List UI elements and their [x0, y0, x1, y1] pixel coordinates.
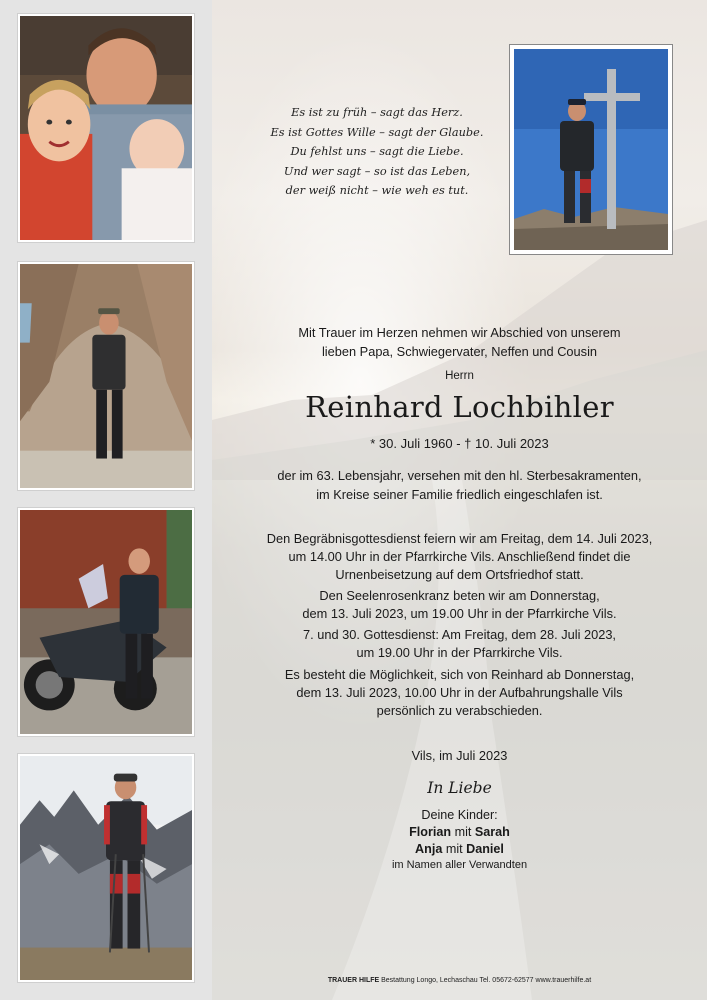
family-photo: [18, 14, 194, 242]
viewing-line: dem 13. Juli 2023, 10.00 Uhr in der Aufbahrungshalle Vils: [296, 685, 623, 701]
rosary-line: Den Seelenrosenkranz beten wir am Donnerstag,: [319, 588, 600, 603]
children-list: [212, 807, 707, 858]
children-label: Deine Kinder:: [421, 808, 498, 822]
viewing-line: Es besteht die Möglichkeit, sich von Reinhard ab Donnerstag,: [284, 667, 635, 682]
poem-line: Du fehlst uns – sagt die Liebe.: [290, 145, 464, 159]
intro-text: [212, 324, 707, 361]
funeral-line: um 14.00 Uhr in der Pfarrkirche Vils. Anschließend findet die: [288, 549, 631, 565]
memorial-mass-info: [212, 626, 707, 662]
mass-line: 7. und 30. Gottesdienst: Am Freitag, dem 28. Juli 2023,: [303, 627, 616, 642]
funeral-line: Urnenbeisetzung auf dem Ortsfriedhof statt.: [335, 567, 584, 583]
passing-line: im Kreise seiner Familie friedlich eingeschlafen ist.: [316, 486, 603, 502]
rock-photo: [18, 262, 194, 490]
rosary-line: dem 13. Juli 2023, um 19.00 Uhr in der Pfarrkirche Vils.: [302, 606, 617, 622]
children-line-2: [212, 841, 707, 858]
poem: [242, 103, 512, 201]
passing-text: [212, 467, 707, 504]
photo-sidebar: [0, 0, 212, 1000]
salutation: Herrn: [445, 370, 474, 382]
in-love-heading: In Liebe: [427, 779, 492, 797]
passing-line: der im 63. Lebensjahr, versehen mit den hl. Sterbesakramenten,: [277, 468, 642, 483]
footer-brand: TRAUER HILFE: [327, 977, 380, 984]
intro-line: Mit Trauer im Herzen nehmen wir Abschied von unserem: [298, 325, 621, 340]
hiking-photo: [18, 754, 194, 982]
rosary-info: [212, 587, 707, 623]
child-name: Anja: [415, 842, 443, 856]
children-line-1: [212, 824, 707, 841]
mass-line: um 19.00 Uhr in der Pfarrkirche Vils.: [356, 645, 563, 661]
place-date: Vils, im Juli 2023: [411, 748, 508, 763]
poem-line: Es ist zu früh – sagt das Herz.: [291, 106, 463, 119]
footer: [212, 977, 707, 984]
motorbike-photo: [18, 508, 194, 736]
poem-line: Es ist Gottes Wille – sagt der Glaube.: [270, 125, 484, 139]
deceased-name: Reinhard Lochbihler: [305, 390, 614, 424]
poem-line: Und wer sagt – so ist das Leben,: [283, 164, 471, 178]
poem-line: der weiß nicht – wie weh es tut.: [285, 184, 469, 198]
child-name: Florian: [409, 825, 452, 839]
partner-name: Sarah: [474, 825, 510, 839]
join-word: mit: [445, 842, 463, 856]
viewing-line: persönlich zu verabschieden.: [376, 703, 543, 719]
summit-cross-photo: [510, 45, 672, 254]
obituary-main: [212, 0, 707, 1000]
footer-text: Bestattung Longo, Lechaschau Tel. 05672-62577 www.trauerhilfe.at: [381, 977, 592, 984]
funeral-line: Den Begräbnisgottesdienst feiern wir am Freitag, dem 14. Juli 2023,: [266, 531, 653, 546]
relatives-line: im Namen aller Verwandten: [391, 859, 528, 871]
funeral-info: [212, 530, 707, 585]
viewing-info: [212, 666, 707, 721]
join-word: mit: [454, 825, 472, 839]
intro-line: lieben Papa, Schwiegervater, Neffen und Cousin: [321, 343, 598, 359]
life-dates: * 30. Juli 1960 - † 10. Juli 2023: [370, 436, 549, 451]
partner-name: Daniel: [466, 842, 504, 856]
